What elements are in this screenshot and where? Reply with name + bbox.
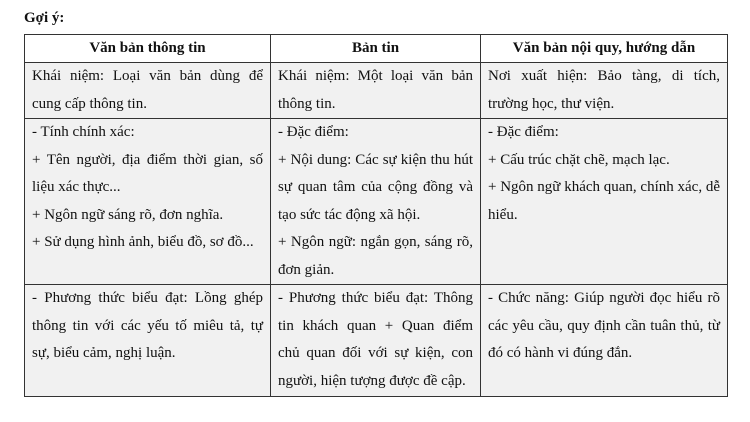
cell-line: + Ngôn ngữ sáng rõ, đơn nghĩa. (32, 206, 224, 223)
header-ban-tin: Bản tin (271, 35, 481, 63)
cell-line: + Ngôn ngữ khách quan, chính xác, dễ hiểu. (488, 179, 720, 223)
comparison-table (24, 34, 728, 397)
table-cell (481, 63, 728, 119)
cell-line: + Sử dụng hình ảnh, biểu đồ, sơ đồ... (32, 234, 254, 250)
table-cell (25, 119, 271, 285)
cell-line: - Đặc điểm: (278, 124, 349, 140)
cell-line: + Nội dung: Các sự kiện thu hút sự quan tâm của cộng đồng và tạo sức tác động xã hội. (278, 151, 473, 223)
table-cell (25, 285, 271, 397)
table-header-row (25, 35, 728, 63)
table-cell (271, 63, 481, 119)
cell-line: Nơi xuất hiện: Bảo tàng, di tích, trường học, thư viện. (488, 68, 720, 112)
cell-line: - Tính chính xác: (32, 124, 135, 140)
table-cell (25, 63, 271, 119)
table-cell (271, 285, 481, 397)
table-cell (481, 119, 728, 285)
cell-line: - Chức năng: Giúp người đọc hiểu rõ các yêu cầu, quy định cần tuân thủ, từ đó có hành vi đúng đắn. (488, 290, 720, 361)
cell-line: Khái niệm: Loại văn bản dùng để cung cấp thông tin. (32, 68, 263, 112)
table-row (25, 63, 728, 119)
cell-line: + Ngôn ngữ: ngắn gọn, sáng rõ, đơn giản. (278, 234, 473, 278)
hint-label: Gợi ý: (24, 10, 65, 26)
cell-line: - Đặc điểm: (488, 124, 559, 140)
table-row (25, 285, 728, 397)
cell-line: - Phương thức biểu đạt: Thông tin khách quan + Quan điểm chủ quan đối với sự kiện, con người, hiện tượng được đề cập. (278, 290, 473, 389)
header-van-ban-noi-quy: Văn bản nội quy, hướng dẫn (481, 35, 728, 63)
header-van-ban-thong-tin: Văn bản thông tin (25, 35, 271, 63)
cell-line: + Tên người, địa điểm thời gian, số liệu xác thực... (32, 151, 263, 195)
cell-line: Khái niệm: Một loại văn bản thông tin. (278, 68, 473, 112)
table-cell (481, 285, 728, 397)
cell-line: - Phương thức biểu đạt: Lồng ghép thông tin với các yếu tố miêu tả, tự sự, biểu cảm, nghị luận. (32, 290, 263, 361)
cell-line: + Cấu trúc chặt chẽ, mạch lạc. (488, 151, 670, 168)
table-cell (271, 119, 481, 285)
table-row (25, 119, 728, 285)
